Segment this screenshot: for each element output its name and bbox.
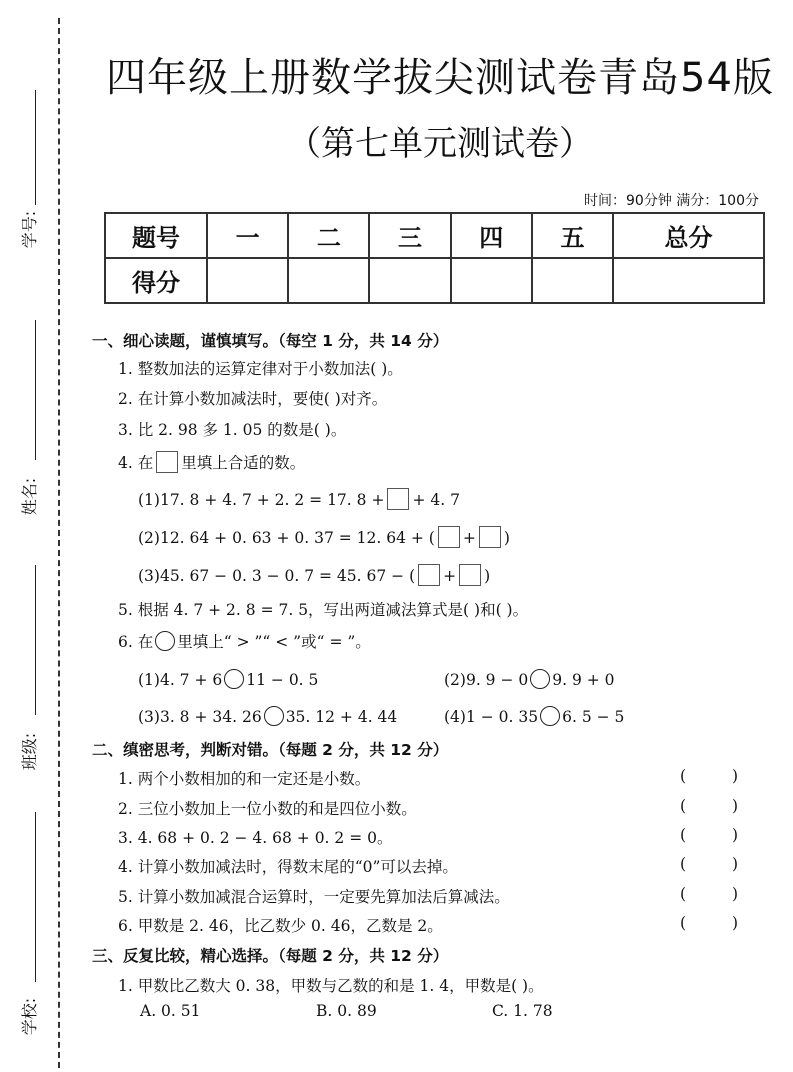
answer-box[interactable]	[479, 526, 501, 548]
s1-q6-4	[444, 706, 624, 726]
s3-q1-option-c[interactable]: C. 1. 78	[492, 1002, 553, 1020]
s1-q3: 3. 比 2. 98 多 1. 05 的数是( )。	[118, 421, 347, 439]
s1-q6-1-right: 11 − 0. 5	[246, 671, 319, 689]
score-input-3[interactable]	[369, 258, 450, 303]
answer-box[interactable]	[387, 488, 409, 510]
answer-box[interactable]	[438, 526, 460, 548]
answer-circle[interactable]	[530, 669, 550, 689]
score-input-total[interactable]	[613, 258, 764, 303]
class-field	[0, 565, 56, 771]
paren-close: )	[732, 855, 739, 873]
name-field	[0, 320, 56, 520]
s1-q6-3	[138, 706, 397, 726]
s1-q6-text-a: 6. 在	[118, 633, 154, 651]
s2-q2: 2. 三位小数加上一位小数的和是四位小数。	[118, 800, 417, 818]
answer-circle[interactable]	[155, 631, 175, 651]
s1-q6-text-b: 里填上“ > ”“ < ”或“ = ”。	[177, 633, 371, 651]
s1-q4-2-close: )	[503, 529, 510, 547]
paren-open: (	[680, 885, 687, 903]
score-table	[104, 212, 765, 304]
s1-q6-1	[138, 669, 318, 689]
s1-q1: 1. 整数加法的运算定律对于小数加法( )。	[118, 360, 403, 378]
answer-circle[interactable]	[264, 706, 284, 726]
s1-q4-1-right: + 4. 7	[412, 491, 460, 509]
school-line	[35, 812, 36, 982]
answer-box[interactable]	[418, 564, 440, 586]
s1-q4-2-left: (2)12. 64 + 0. 63 + 0. 37 = 12. 64 + (	[138, 529, 435, 547]
paren-close: )	[732, 885, 739, 903]
s3-q1: 1. 甲数比乙数大 0. 38，甲数与乙数的和是 1. 4，甲数是( )。	[118, 977, 544, 995]
s1-q4-1	[138, 488, 460, 510]
name-label: 姓名:	[20, 477, 40, 516]
score-input-4[interactable]	[451, 258, 532, 303]
section-3-title: 三、反复比较，精心选择。（每题 2 分，共 12 分）	[92, 947, 449, 965]
s1-q5: 5. 根据 4. 7 + 2. 8 = 7. 5，写出两道减法算式是( )和( )。	[118, 601, 529, 619]
class-label: 班级:	[20, 732, 40, 771]
answer-box[interactable]	[459, 564, 481, 586]
page-subtitle: （第七单元测试卷）	[287, 124, 593, 164]
s2-q1: 1. 两个小数相加的和一定还是小数。	[118, 770, 371, 788]
s1-q6-3-left: (3)3. 8 + 34. 26	[138, 708, 262, 726]
score-input-2[interactable]	[288, 258, 369, 303]
s1-q4-3-plus: +	[443, 567, 457, 585]
answer-circle[interactable]	[224, 669, 244, 689]
score-cell-1: 一	[207, 213, 288, 258]
paren-close: )	[732, 797, 739, 815]
paren-close: )	[732, 914, 739, 932]
s1-q4-2-plus: +	[462, 529, 476, 547]
s1-q6-4-right: 6. 5 − 5	[562, 708, 625, 726]
s1-q4-text-b: 里填上合适的数。	[181, 454, 306, 472]
student-number-label: 学号:	[20, 210, 40, 249]
score-cell-3: 三	[369, 213, 450, 258]
paren-open: (	[680, 826, 687, 844]
s1-q4-text-a: 4. 在	[118, 454, 154, 472]
paren-open: (	[680, 797, 687, 815]
s2-q6: 6. 甲数是 2. 46，比乙数少 0. 46，乙数是 2。	[118, 917, 443, 935]
score-cell-2: 二	[288, 213, 369, 258]
s1-q2: 2. 在计算小数加减法时，要使( )对齐。	[118, 390, 388, 408]
s1-q6-2-left: (2)9. 9 − 0	[444, 671, 529, 689]
s1-q4-3	[138, 564, 490, 586]
paren-close: )	[732, 767, 739, 785]
student-number-field	[0, 90, 56, 249]
score-input-5[interactable]	[532, 258, 613, 303]
student-number-line	[35, 90, 36, 205]
paren-open: (	[680, 855, 687, 873]
score-input-1[interactable]	[207, 258, 288, 303]
score-cell-total: 总分	[613, 213, 764, 258]
s3-q1-option-b[interactable]: B. 0. 89	[316, 1002, 377, 1020]
answer-box[interactable]	[156, 451, 178, 473]
score-cell-5: 五	[532, 213, 613, 258]
score-table-header-row	[105, 213, 764, 258]
s1-q6-2	[444, 669, 615, 689]
s1-q4-3-close: )	[484, 567, 491, 585]
s1-q6-2-right: 9. 9 + 0	[552, 671, 615, 689]
binding-margin-dashed-line	[58, 18, 60, 1068]
time-score-info: 时间：90分钟 满分：100分	[584, 193, 759, 209]
s1-q6-4-left: (4)1 − 0. 35	[444, 708, 539, 726]
paren-close: )	[732, 826, 739, 844]
s1-q6-3-right: 35. 12 + 4. 44	[285, 708, 398, 726]
s1-q4	[118, 451, 305, 473]
score-cell-defen: 得分	[105, 258, 207, 303]
section-1-title: 一、细心读题，谨慎填写。（每空 1 分，共 14 分）	[92, 332, 449, 350]
s1-q4-1-left: (1)17. 8 + 4. 7 + 2. 2 = 17. 8 +	[138, 491, 385, 509]
paren-open: (	[680, 914, 687, 932]
score-table-score-row	[105, 258, 764, 303]
s1-q4-3-left: (3)45. 67 − 0. 3 − 0. 7 = 45. 67 − (	[138, 567, 416, 585]
s1-q6-1-left: (1)4. 7 + 6	[138, 671, 223, 689]
school-label: 学校:	[20, 997, 40, 1036]
score-cell-tihao: 题号	[105, 213, 207, 258]
s1-q4-2	[138, 526, 510, 548]
name-line	[35, 320, 36, 460]
s1-q6	[118, 630, 371, 652]
section-2-title: 二、缜密思考，判断对错。（每题 2 分，共 12 分）	[92, 741, 449, 759]
s2-q4: 4. 计算小数加减法时，得数末尾的“0”可以去掉。	[118, 858, 458, 876]
page-title: 四年级上册数学拔尖测试卷青岛54版	[106, 55, 774, 101]
class-line	[35, 565, 36, 715]
school-field	[0, 812, 56, 1036]
s3-q1-option-a[interactable]: A. 0. 51	[140, 1002, 201, 1020]
score-cell-4: 四	[451, 213, 532, 258]
answer-circle[interactable]	[540, 706, 560, 726]
s2-q5: 5. 计算小数加减混合运算时，一定要先算加法后算减法。	[118, 888, 510, 906]
paren-open: (	[680, 767, 687, 785]
s2-q3: 3. 4. 68 + 0. 2 − 4. 68 + 0. 2 = 0。	[118, 829, 393, 847]
